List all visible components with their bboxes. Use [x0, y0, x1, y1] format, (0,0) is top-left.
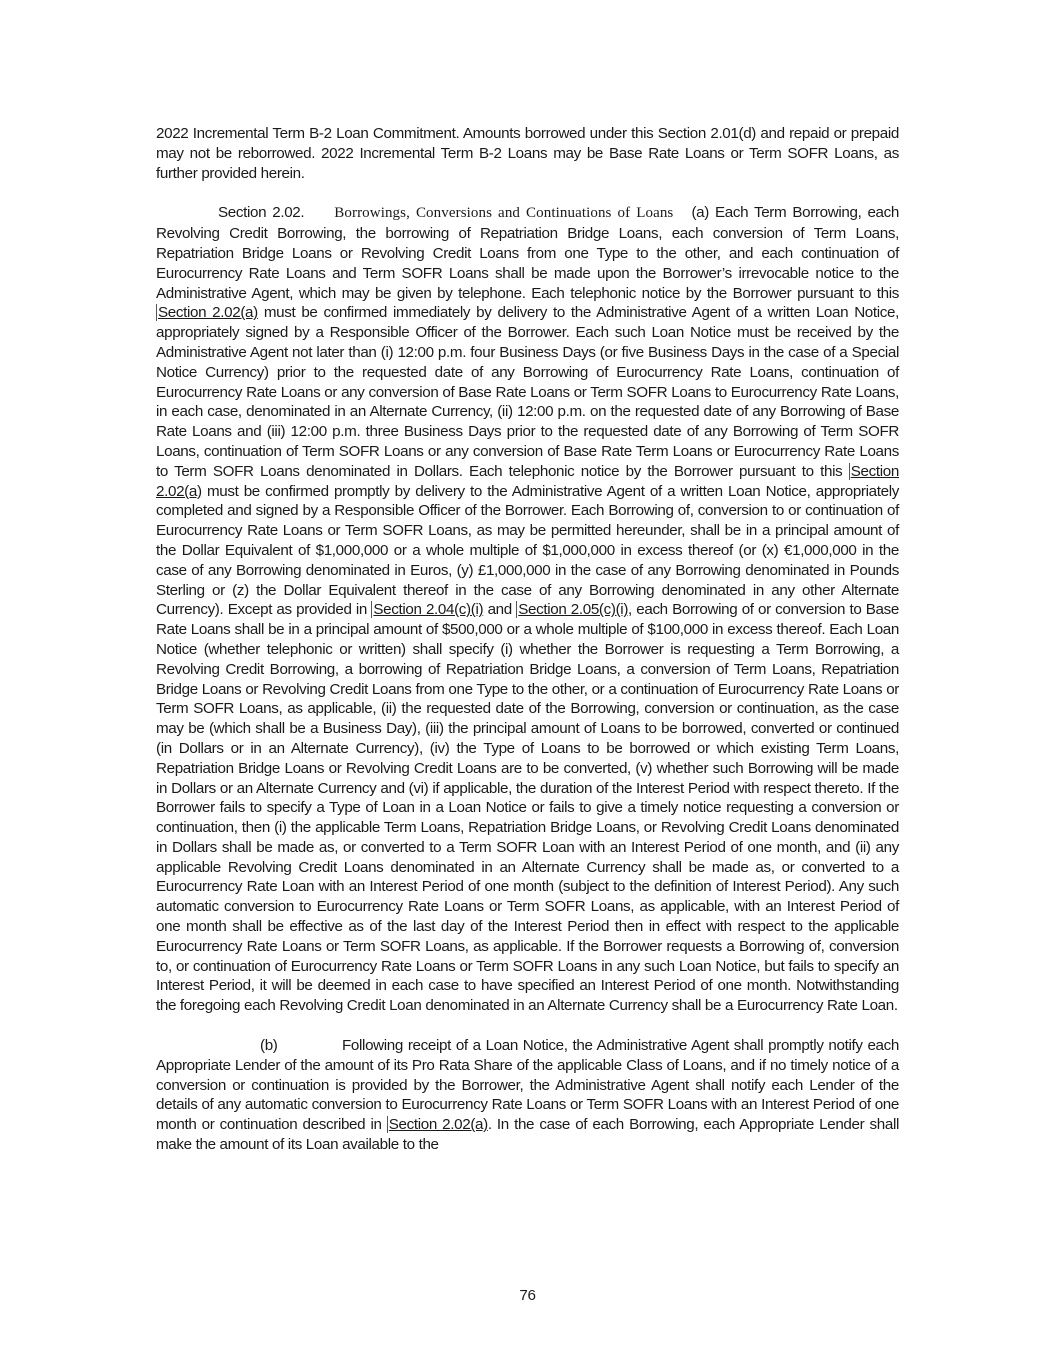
text-run: Each Term Borrowing, each Revolving Credit Borrowing, the borrowing of Repatriation Bridge Loans, each conversion of Term Loans, Repatriation Bridge Loans or Revolving Credit Loans from one Type to the other, and each continuation of Eurocurrency Rate Loans and Term SOFR Loans shall be made upon the Borrower’s irrevocable notice to the Administrative Agent, which may be given by telephone. Each telephonic notice by the Borrower pursuant to this	[156, 204, 899, 302]
text-run: must be confirmed promptly by delivery to the Administrative Agent of a written Loan Notice, appropriately completed and signed by a Responsible Officer of the Borrower. Each Borrowing of, conversion to or continuation of Eurocurrency Rate Loans or Term SOFR Loans, as may be permitted hereunder, shall be in a principal amount of the Dollar Equivalent of $1,000,000 or a whole multiple of $1,000,000 in excess thereof (or (x) €1,000,000 in the case of any Borrowing denominated in Euros, (y) £1,000,000 in the case of any Borrowing denominated in Pounds Sterling or (z) the Dollar Equivalent thereof in the case of any Borrowing denominated in any other Alternate Currency). Except as provided in	[156, 482, 899, 619]
text-run: and	[487, 601, 512, 619]
cross-reference-link[interactable]: Section 2.04(c)(i)	[373, 601, 484, 619]
page-number: 76	[519, 1287, 536, 1304]
section-2-02-paragraph-a	[156, 203, 899, 1016]
section-caption: Borrowings, Conversions and Continuations of Loans	[334, 205, 674, 222]
cross-reference-link[interactable]: Section 2.02(a)	[158, 304, 258, 322]
document-body	[156, 124, 899, 1155]
cross-reference-link[interactable]: Section 2.02(a)	[156, 462, 899, 500]
cross-reference-link[interactable]: Section 2.05(c)(i)	[518, 601, 629, 619]
clause-label-a: (a)	[691, 204, 709, 222]
text-run: Following receipt of a Loan Notice, the Administrative Agent shall promptly notify each Appropriate Lender of the amount of its Pro Rata Share of the applicable Class of Loans, and if no timely notice of a conversion or continuation is provided by the Borrower, the Administrative Agent shall notify each Lender of the details of any automatic conversion to Eurocurrency Rate Loans or Term SOFR Loans with an Interest Period of one month or continuation described in	[156, 1037, 899, 1134]
paragraph-b	[156, 1036, 899, 1155]
clause-label-b: (b)	[260, 1037, 278, 1055]
text-run: . In the case of each Borrowing, each Appropriate Lender shall make the amount of its Loan available to the	[156, 1116, 899, 1154]
text-run: , each Borrowing of or conversion to Base Rate Loans shall be in a principal amount of $500,000 or a whole multiple of $100,000 in excess thereof. Each Loan Notice (whether telephonic or written) shall specify (i) whether the Borrower is requesting a Term Borrowing, a Revolving Credit Borrowing, a borrowing of Repatriation Bridge Loans, a conversion of Term Loans, Repatriation Bridge Loans or Revolving Credit Loans from one Type to the other, or a continuation of Eurocurrency Rate Loans or Term SOFR Loans, as applicable, (ii) the requested date of the Borrowing, conversion or continuation, as the case may be (which shall be a Business Day), (iii) the principal amount of Loans to be borrowed, converted or continued (in Dollars or in an Alternate Currency), (iv) the Type of Loans to be borrowed or which existing Term Loans, Repatriation Bridge Loans or Revolving Credit Loans are to be converted, (v) whether such Borrowing will be made in Dollars or an Alternate Currency and (vi) if applicable, the duration of the Interest Period with respect thereto. If the Borrower fails to specify a Type of Loan in a Loan Notice or fails to give a timely notice requesting a conversion or continuation, then (i) the applicable Term Loans, Repatriation Bridge Loans, or Revolving Credit Loans denominated in Dollars shall be made as, or converted to a Term SOFR Loan with an Interest Period of one month, and (ii) any applicable Revolving Credit Loans denominated in an Alternate Currency shall be made as, or converted to a Eurocurrency Rate Loan with an Interest Period of one month (subject to the definition of Interest Period). Any such automatic conversion to Eurocurrency Rate Loans or Term SOFR Loans, as applicable, with an Interest Period of one month shall be effective as of the last day of the Interest Period then in effect with respect to the applicable Eurocurrency Rate Loans or Term SOFR Loans, as applicable. If the Borrower requests a Borrowing of, conversion to, or continuation of Eurocurrency Rate Loans or Term SOFR Loans in any such Loan Notice, but fails to specify an Interest Period, it will be deemed in each case to have specified an Interest Period of one month. Notwithstanding the foregoing each Revolving Credit Loan denominated in an Alternate Currency shall be a Eurocurrency Rate Loan.	[156, 601, 899, 1015]
text-run: must be confirmed immediately by delivery to the Administrative Agent of a written Loan Notice, appropriately signed by a Responsible Officer of the Borrower. Each such Loan Notice must be received by the Administrative Agent not later than (i) 12:00 p.m. four Business Days (or five Business Days in the case of a Special Notice Currency) prior to the requested date of any Borrowing of Eurocurrency Rate Loans, continuation of Eurocurrency Rate Loans or any conversion of Base Rate Loans or Term SOFR Loans to Eurocurrency Rate Loans, in each case, denominated in an Alternate Currency, (ii) 12:00 p.m. on the requested date of any Borrowing of Base Rate Loans and (iii) 12:00 p.m. three Business Days prior to the requested date of any Borrowing of Term SOFR Loans, continuation of Term SOFR Loans or any conversion of Base Rate Term Loans or Eurocurrency Rate Loans to Term SOFR Loans denominated in Dollars. Each telephonic notice by the Borrower pursuant to this	[156, 304, 900, 480]
paragraph-continuation: 2022 Incremental Term B-2 Loan Commitment. Amounts borrowed under this Section 2.01(d) and repaid or prepaid may not be reborrowed. 2022 Incremental Term B-2 Loans may be Base Rate Loans or Term SOFR Loans, as further provided herein.	[156, 125, 899, 182]
cross-reference-link[interactable]: Section 2.02(a)	[388, 1116, 488, 1134]
section-number: Section 2.02.	[218, 204, 305, 222]
